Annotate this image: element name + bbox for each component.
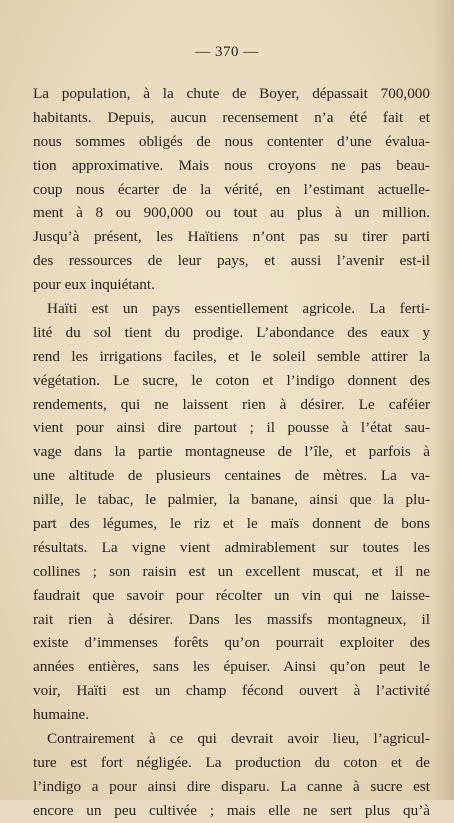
text-line: résultats. La vigne vient admirablement sur toutes les (33, 538, 430, 556)
text-line: vage dans la partie montagneuse de l’île, et parfois à (33, 443, 430, 461)
text-line: tion approximative. Mais nous croyons ne pas beau- (33, 156, 430, 174)
text-line: vient pour ainsi dire partout ; il pousse à l’état sau- (33, 419, 430, 437)
page-edge-shadow (432, 0, 454, 800)
text-line: habitants. Depuis, aucun recensement n’a été fait et (33, 108, 430, 126)
text-line: encore un peu cultivée ; mais elle ne sert plus qu’à (33, 801, 430, 819)
text-line: La population, à la chute de Boyer, dépassait 700,000 (33, 85, 430, 102)
text-line: voir, Haïti est un champ fécond ouvert à l’activité (33, 682, 430, 700)
paragraph-agriculture (33, 297, 430, 727)
text-line: nous sommes obligés de nous contenter d’une évalua- (33, 132, 430, 150)
text-line: nille, le tabac, le palmier, la banane, ainsi que la plu- (33, 491, 430, 509)
text-line: végétation. Le sucre, le coton et l’indigo donnent des (33, 371, 430, 389)
text-line: années entières, sans les épuiser. Ainsi qu’on peut le (33, 658, 430, 676)
text-line: Contrairement à ce qui devrait avoir lieu, l’agricul- (47, 730, 430, 748)
text-line: existe d’immenses forêts qu’on pourrait exploiter des (33, 634, 430, 652)
text-line: rendements, qui ne laissent rien à désirer. Le caféier (33, 395, 430, 413)
text-line: des ressources de leur pays, et aussi l’avenir est-il (33, 252, 430, 270)
text-line: Jusqu’à présent, les Haïtiens n’ont pas su tirer parti (33, 228, 430, 246)
text-line: rait rien à désirer. Dans les massifs montagneux, il (33, 610, 430, 628)
text-line: rend les irrigations faciles, et le soleil semble attirer la (33, 347, 430, 365)
text-line: pour eux inquiétant. (33, 276, 155, 294)
paragraph-population (33, 82, 430, 297)
page-number: — 370 — (195, 44, 259, 60)
text-line: ture est fort négligée. La production du coton et de (33, 753, 430, 771)
text-line: l’indigo a pour ainsi dire disparu. La canne à sucre est (33, 777, 430, 795)
text-line: une altitude de plusieurs centaines de mètres. La va- (33, 467, 430, 485)
text-line: part des légumes, le riz et le maïs donnent de bons (33, 515, 430, 533)
text-line: collines ; son raisin est un excellent muscat, et il ne (33, 562, 430, 580)
text-line: lité du sol tient du prodige. L’abondance des eaux y (33, 323, 430, 341)
text-line: Haïti est un pays essentiellement agricole. La ferti- (47, 300, 430, 318)
text-line: ment à 8 ou 900,000 ou tout au plus à un million. (33, 204, 430, 222)
text-line: humaine. (33, 706, 90, 724)
paragraph-neglect (33, 727, 430, 823)
text-line: coup nous écarter de la vérité, en l’estimant actuelle- (33, 180, 430, 198)
text-line: faudrait que savoir pour récolter un vin qui ne laisse- (33, 586, 430, 604)
body-text (33, 82, 430, 823)
